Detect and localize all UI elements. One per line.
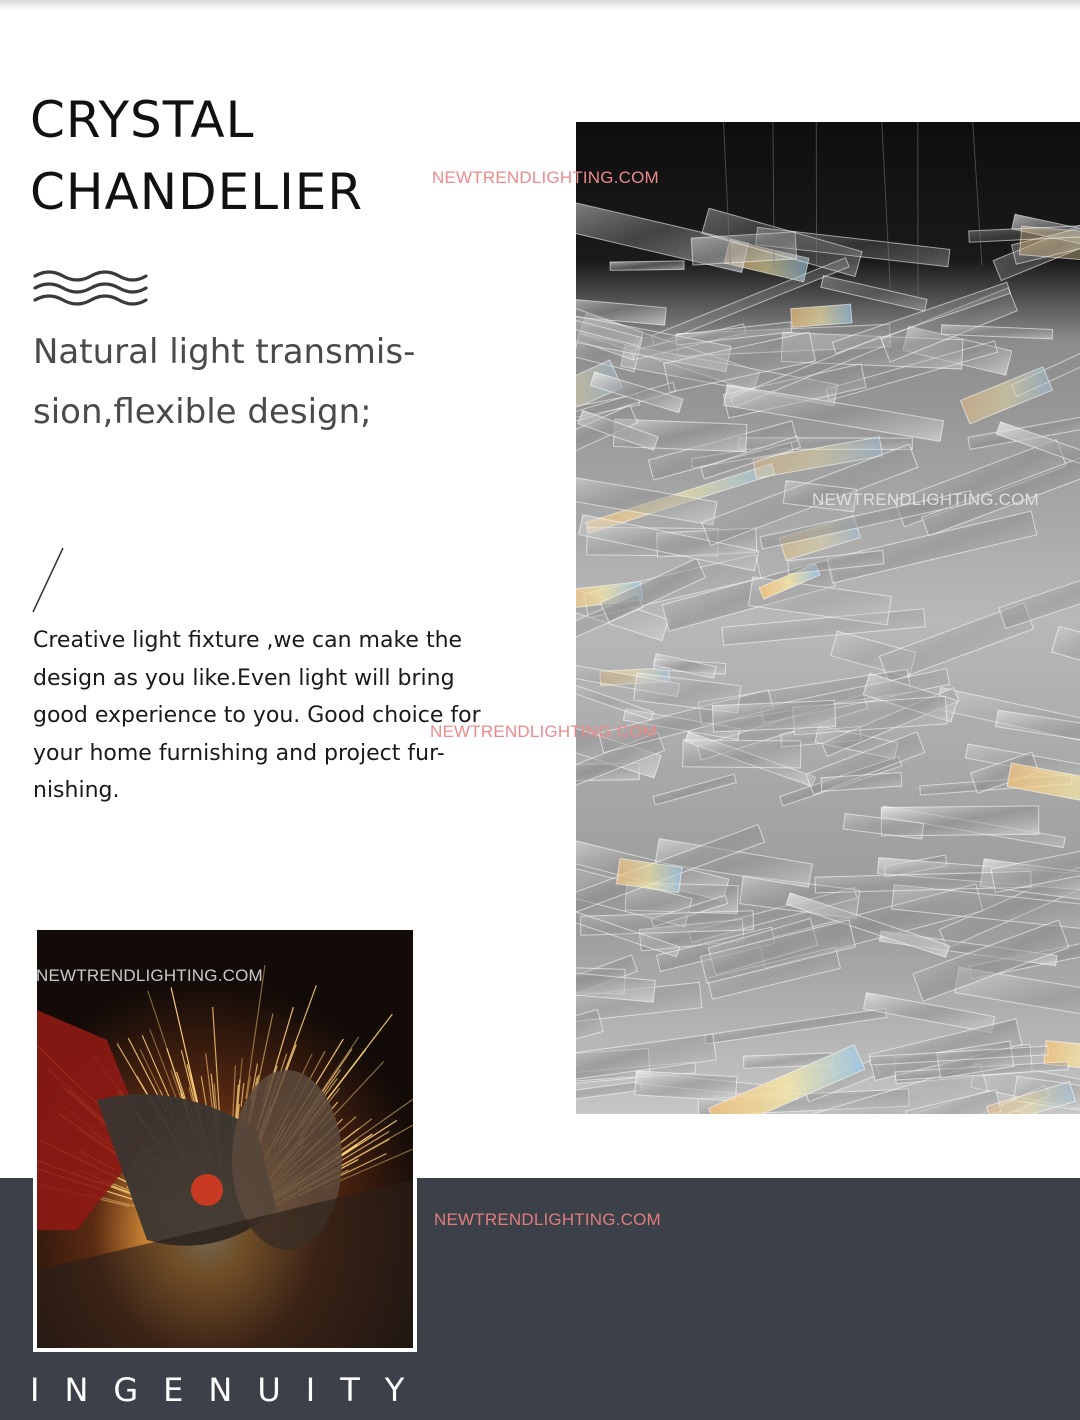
page-title	[30, 84, 363, 228]
description-line-2: design as you like.Even light will bring	[33, 665, 455, 691]
description-line-3: good experience to you. Good choice for	[33, 703, 481, 728]
crystal-shard	[683, 740, 801, 768]
crystal-chandelier-graphic	[576, 122, 1080, 1114]
watermark-5: NEWTRENDLIGHTING.COM	[434, 1210, 661, 1229]
slash-divider-icon	[30, 546, 68, 616]
footer-word: INGENUITY	[30, 1371, 430, 1409]
subtitle-line-2: sion,flexible design;	[33, 392, 372, 432]
watermark-4: NEWTRENDLIGHTING.COM	[36, 966, 263, 985]
grinder-sparks-image	[37, 930, 413, 1348]
watermark-3: NEWTRENDLIGHTING.COM	[430, 722, 657, 741]
description	[33, 622, 481, 810]
subtitle-line-1: Natural light transmis-	[33, 332, 416, 372]
title-line-1: CRYSTAL	[30, 91, 255, 149]
description-line-1: Creative light fixture ,we can make the	[33, 628, 463, 653]
sparks-image-frame	[33, 926, 417, 1352]
crystal-shard	[791, 304, 852, 327]
watermark-2: NEWTRENDLIGHTING.COM	[812, 490, 1039, 509]
crystal-shard	[712, 700, 835, 732]
description-line-5: nishing.	[33, 778, 120, 803]
waves-icon	[33, 268, 148, 312]
subtitle	[33, 322, 453, 442]
top-shadow	[0, 0, 1080, 10]
description-line-4: your home furnishing and project fur-	[33, 740, 445, 766]
title-line-2: CHANDELIER	[30, 163, 364, 221]
crystal-chandelier-image	[576, 122, 1080, 1114]
watermark-1: NEWTRENDLIGHTING.COM	[432, 168, 659, 187]
crystal-shard	[610, 261, 684, 271]
